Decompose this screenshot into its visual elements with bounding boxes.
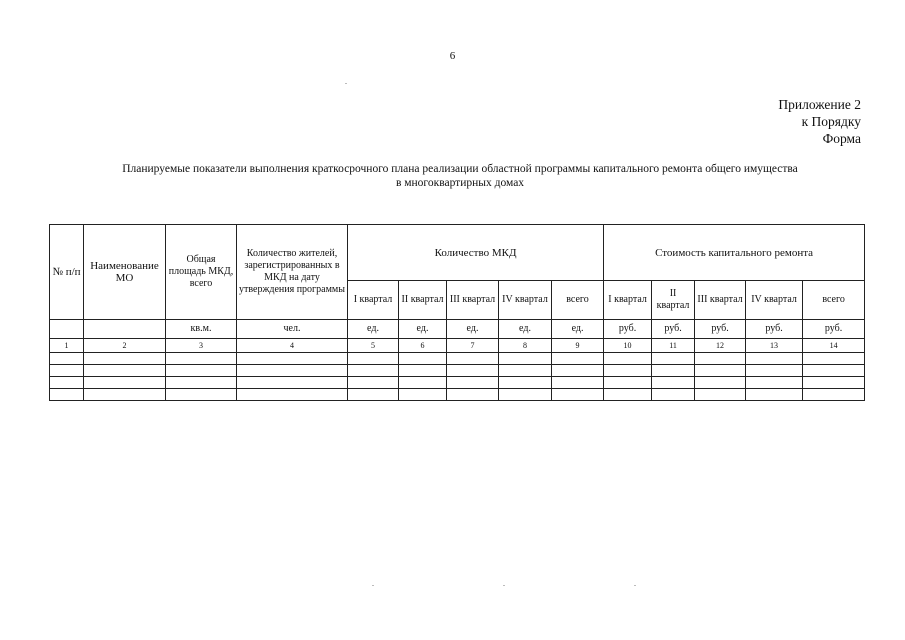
unit-mkd-q1: ед.	[348, 320, 399, 339]
document-title-line-2: в многоквартирных домах	[395, 177, 525, 189]
column-number: 12	[695, 339, 746, 353]
unit-cost-q4: руб.	[746, 320, 803, 339]
unit-area: кв.м.	[166, 320, 237, 339]
header-cost-q4: IV квартал	[746, 281, 803, 320]
header-cost-total: всего	[803, 281, 865, 320]
column-number: 14	[803, 339, 865, 353]
header-mkd-count: Количество МКД	[348, 225, 604, 281]
header-cost-q1: I квартал	[604, 281, 652, 320]
unit-cost-q2: руб.	[652, 320, 695, 339]
empty-row	[50, 389, 865, 401]
header-area: Общая площадь МКД, всего	[166, 225, 237, 320]
appendix-line-2: к Порядку	[801, 114, 861, 129]
appendix-line-3: Форма	[822, 131, 861, 146]
header-mkd-q2: II квартал	[399, 281, 447, 320]
column-number: 13	[746, 339, 803, 353]
column-number: 9	[552, 339, 604, 353]
header-mo-name: Наименование МО	[84, 225, 166, 320]
document-title	[60, 162, 860, 190]
column-number: 2	[84, 339, 166, 353]
header-mkd-q4: IV квартал	[499, 281, 552, 320]
header-cost-q2: II квартал	[652, 281, 695, 320]
empty-row	[50, 353, 865, 365]
header-mkd-q1: I квартал	[348, 281, 399, 320]
header-repair-cost: Стоимость капитального ремонта	[604, 225, 865, 281]
header-num: № п/п	[50, 225, 84, 320]
column-number: 4	[237, 339, 348, 353]
unit-residents: чел.	[237, 320, 348, 339]
header-residents: Количество жителей, зарегистрированных в МКД на дату утверждения программы	[237, 225, 348, 320]
unit-empty-2	[84, 320, 166, 339]
scan-speck	[345, 83, 347, 84]
scan-speck	[634, 585, 636, 586]
empty-row	[50, 365, 865, 377]
column-number: 11	[652, 339, 695, 353]
header-mkd-total: всего	[552, 281, 604, 320]
column-number: 10	[604, 339, 652, 353]
appendix-line-1: Приложение 2	[778, 97, 861, 112]
column-number: 1	[50, 339, 84, 353]
unit-cost-total: руб.	[803, 320, 865, 339]
unit-cost-q3: руб.	[695, 320, 746, 339]
column-number: 5	[348, 339, 399, 353]
header-mkd-q3: III квартал	[447, 281, 499, 320]
page-number: 6	[449, 50, 456, 62]
header-cost-q3: III квартал	[695, 281, 746, 320]
unit-mkd-total: ед.	[552, 320, 604, 339]
column-number: 6	[399, 339, 447, 353]
column-number: 8	[499, 339, 552, 353]
unit-mkd-q4: ед.	[499, 320, 552, 339]
column-number: 7	[447, 339, 499, 353]
column-number: 3	[166, 339, 237, 353]
document-title-line-1: Планируемые показатели выполнения краткосрочного плана реализации областной программы капитального ремонта общего имущества	[122, 163, 798, 175]
unit-mkd-q3: ед.	[447, 320, 499, 339]
indicators-table	[49, 224, 865, 401]
appendix-header	[778, 96, 861, 147]
scan-speck	[503, 585, 505, 586]
unit-empty-1	[50, 320, 84, 339]
empty-row	[50, 377, 865, 389]
unit-cost-q1: руб.	[604, 320, 652, 339]
scan-speck	[372, 585, 374, 586]
unit-mkd-q2: ед.	[399, 320, 447, 339]
